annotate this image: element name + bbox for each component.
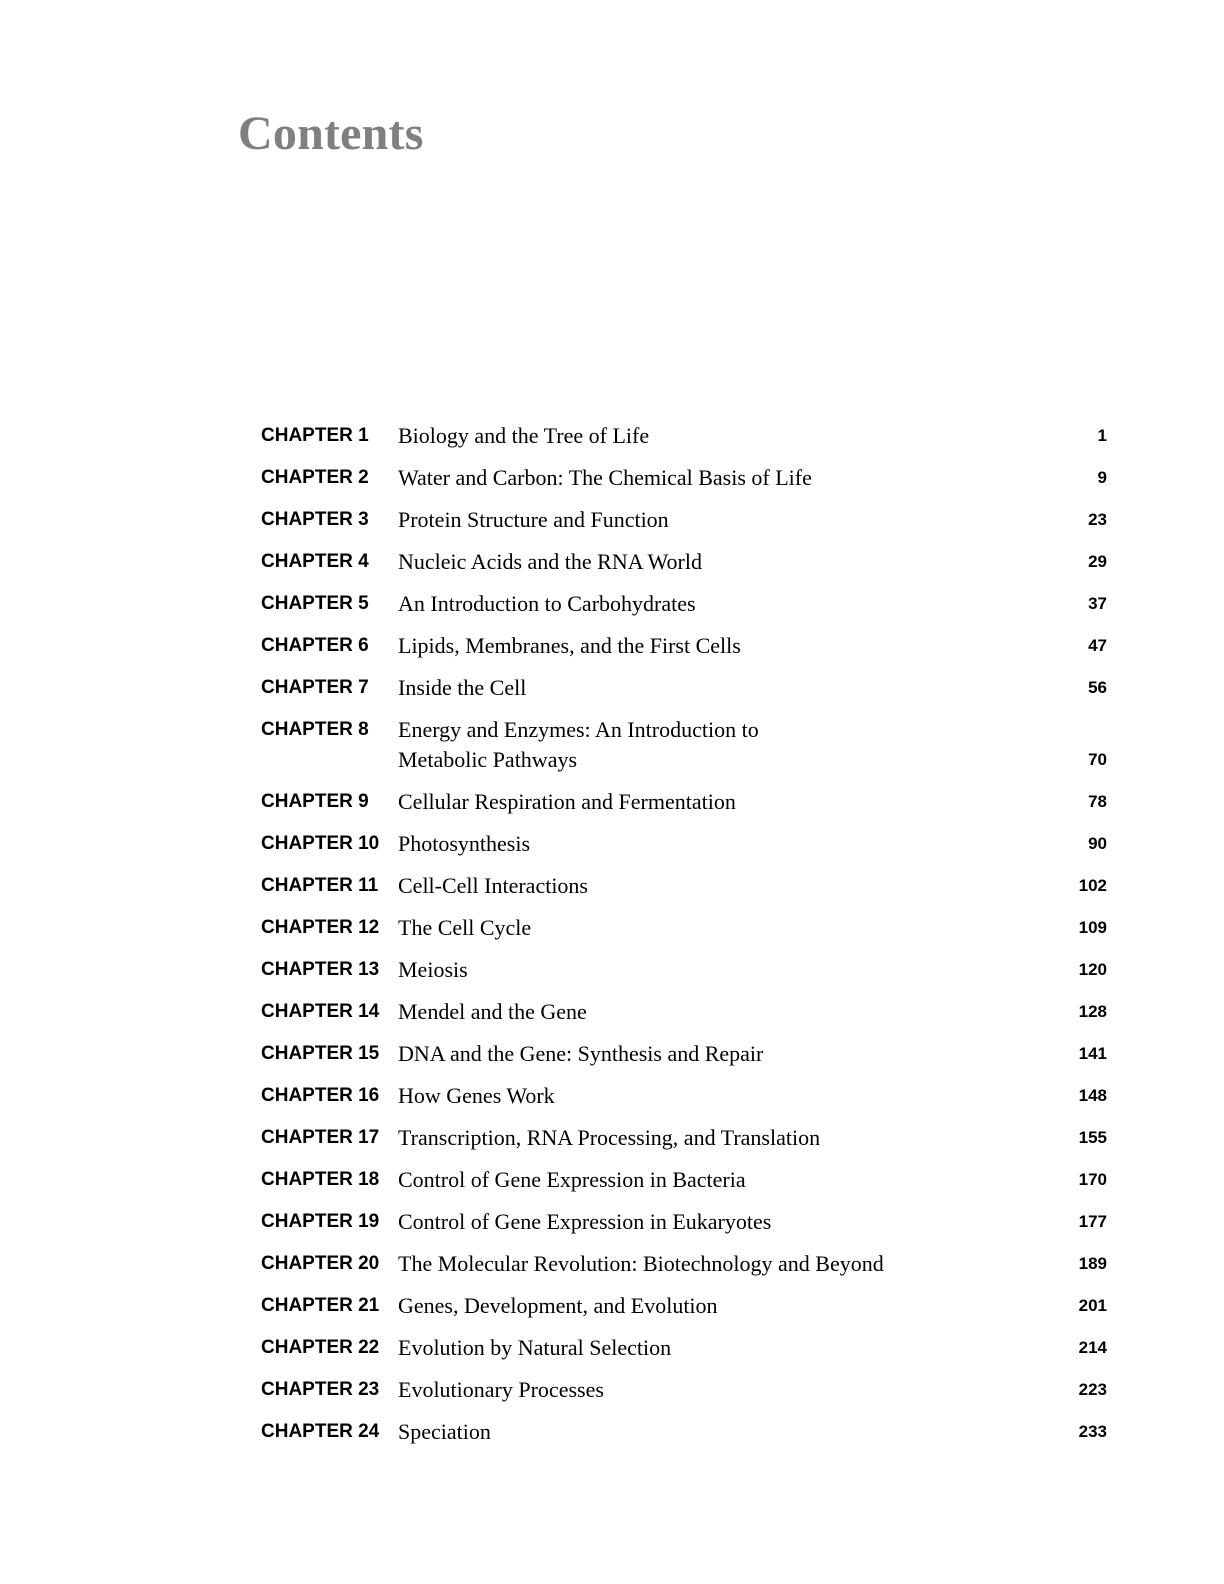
chapter-title-line: Mendel and the Gene bbox=[398, 999, 587, 1024]
chapter-title-line: Nucleic Acids and the RNA World bbox=[398, 549, 702, 574]
chapter-title bbox=[398, 589, 1047, 619]
chapter-title bbox=[398, 547, 1047, 577]
chapter-label: CHAPTER 9 bbox=[261, 791, 369, 812]
toc-entry bbox=[261, 631, 1107, 661]
chapter-label: CHAPTER 12 bbox=[261, 917, 380, 938]
toc-entry bbox=[261, 589, 1107, 619]
page-number: 233 bbox=[1078, 1422, 1107, 1441]
toc-entry bbox=[261, 1165, 1107, 1195]
chapter-label: CHAPTER 2 bbox=[261, 467, 369, 488]
chapter-label: CHAPTER 4 bbox=[261, 551, 369, 572]
chapter-title-line: An Introduction to Carbohydrates bbox=[398, 591, 696, 616]
page-number: 37 bbox=[1088, 594, 1107, 613]
toc-entry bbox=[261, 1207, 1107, 1237]
page-number: 29 bbox=[1088, 552, 1107, 571]
chapter-label: CHAPTER 22 bbox=[261, 1337, 380, 1358]
chapter-title bbox=[398, 955, 1047, 985]
page-number: 78 bbox=[1088, 792, 1107, 811]
chapter-label: CHAPTER 14 bbox=[261, 1001, 380, 1022]
page-number: 102 bbox=[1078, 876, 1107, 895]
chapter-title-line: Genes, Development, and Evolution bbox=[398, 1293, 718, 1318]
page-number: 70 bbox=[1088, 750, 1107, 769]
page-number: 1 bbox=[1097, 426, 1107, 445]
chapter-label: CHAPTER 20 bbox=[261, 1253, 380, 1274]
toc-entry bbox=[261, 913, 1107, 943]
chapter-title bbox=[398, 787, 1047, 817]
chapter-label: CHAPTER 16 bbox=[261, 1085, 380, 1106]
chapter-title-line: Biology and the Tree of Life bbox=[398, 423, 650, 448]
chapter-title-line: The Molecular Revolution: Biotechnology and Beyond bbox=[398, 1251, 884, 1276]
page-number: 148 bbox=[1078, 1086, 1107, 1105]
chapter-title-line: DNA and the Gene: Synthesis and Repair bbox=[398, 1041, 764, 1066]
chapter-label: CHAPTER 1 bbox=[261, 425, 369, 446]
page-number: 47 bbox=[1088, 636, 1107, 655]
chapter-title-line: The Cell Cycle bbox=[398, 915, 532, 940]
chapter-title bbox=[398, 463, 1047, 493]
chapter-title bbox=[398, 421, 1047, 451]
toc-entry bbox=[261, 955, 1107, 985]
chapter-title bbox=[398, 631, 1047, 661]
chapter-title bbox=[398, 1375, 1047, 1405]
page-number: 141 bbox=[1078, 1044, 1107, 1063]
chapter-title bbox=[398, 1207, 1047, 1237]
chapter-title-line: Transcription, RNA Processing, and Translation bbox=[398, 1125, 821, 1150]
chapter-title bbox=[398, 1333, 1047, 1363]
page-number: 128 bbox=[1078, 1002, 1107, 1021]
page-number: 90 bbox=[1088, 834, 1107, 853]
chapter-title bbox=[398, 913, 1047, 943]
toc-entry bbox=[261, 1417, 1107, 1447]
chapter-title bbox=[398, 1417, 1047, 1447]
chapter-title-line: Control of Gene Expression in Eukaryotes bbox=[398, 1209, 772, 1234]
chapter-title-line: Photosynthesis bbox=[398, 831, 531, 856]
chapter-title-line: Cell-Cell Interactions bbox=[398, 873, 588, 898]
toc-entry bbox=[261, 1249, 1107, 1279]
chapter-title-line: Lipids, Membranes, and the First Cells bbox=[398, 633, 741, 658]
chapter-title bbox=[398, 715, 1047, 775]
chapter-label: CHAPTER 24 bbox=[261, 1421, 380, 1442]
page-title: Contents bbox=[238, 107, 424, 160]
toc-entry bbox=[261, 829, 1107, 859]
chapter-title bbox=[398, 1081, 1047, 1111]
toc-entry bbox=[261, 1291, 1107, 1321]
toc-entry bbox=[261, 1123, 1107, 1153]
chapter-title bbox=[398, 997, 1047, 1027]
chapter-title-line: Inside the Cell bbox=[398, 675, 527, 700]
toc-entry bbox=[261, 1333, 1107, 1363]
toc-entry bbox=[261, 997, 1107, 1027]
chapter-title-line: Cellular Respiration and Fermentation bbox=[398, 789, 736, 814]
page-number: 177 bbox=[1078, 1212, 1107, 1231]
toc-entry bbox=[261, 787, 1107, 817]
page-number: 189 bbox=[1078, 1254, 1107, 1273]
page-number: 170 bbox=[1078, 1170, 1107, 1189]
chapter-title-line: How Genes Work bbox=[398, 1083, 555, 1108]
page-number: 120 bbox=[1078, 960, 1107, 979]
chapter-title bbox=[398, 829, 1047, 859]
page-number: 56 bbox=[1088, 678, 1107, 697]
chapter-title bbox=[398, 1123, 1047, 1153]
chapter-title bbox=[398, 1165, 1047, 1195]
chapter-title-line: Speciation bbox=[398, 1419, 491, 1444]
toc-entry bbox=[261, 463, 1107, 493]
page-number: 155 bbox=[1078, 1128, 1107, 1147]
chapter-title-line: Control of Gene Expression in Bacteria bbox=[398, 1167, 746, 1192]
chapter-label: CHAPTER 8 bbox=[261, 719, 369, 740]
chapter-title-line: Water and Carbon: The Chemical Basis of Life bbox=[398, 465, 812, 490]
toc-entry bbox=[261, 673, 1107, 703]
table-of-contents bbox=[261, 421, 1107, 1459]
chapter-title-line: Meiosis bbox=[398, 957, 468, 982]
chapter-label: CHAPTER 6 bbox=[261, 635, 369, 656]
chapter-label: CHAPTER 15 bbox=[261, 1043, 380, 1064]
toc-entry bbox=[261, 1081, 1107, 1111]
toc-entry bbox=[261, 1039, 1107, 1069]
chapter-title bbox=[398, 871, 1047, 901]
page-number: 201 bbox=[1078, 1296, 1107, 1315]
chapter-label: CHAPTER 5 bbox=[261, 593, 369, 614]
chapter-label: CHAPTER 21 bbox=[261, 1295, 380, 1316]
chapter-title-line: Evolutionary Processes bbox=[398, 1377, 604, 1402]
toc-entry bbox=[261, 715, 1107, 775]
chapter-label: CHAPTER 23 bbox=[261, 1379, 380, 1400]
chapter-label: CHAPTER 19 bbox=[261, 1211, 380, 1232]
chapter-label: CHAPTER 10 bbox=[261, 833, 380, 854]
chapter-title-line: Metabolic Pathways bbox=[398, 747, 578, 772]
page-number: 223 bbox=[1078, 1380, 1107, 1399]
chapter-label: CHAPTER 7 bbox=[261, 677, 369, 698]
chapter-label: CHAPTER 13 bbox=[261, 959, 380, 980]
page-number: 23 bbox=[1088, 510, 1107, 529]
chapter-title bbox=[398, 1039, 1047, 1069]
toc-entry bbox=[261, 547, 1107, 577]
chapter-label: CHAPTER 17 bbox=[261, 1127, 380, 1148]
chapter-label: CHAPTER 11 bbox=[261, 875, 379, 896]
chapter-title bbox=[398, 673, 1047, 703]
toc-entry bbox=[261, 421, 1107, 451]
toc-entry bbox=[261, 505, 1107, 535]
chapter-title bbox=[398, 1249, 1047, 1279]
chapter-title-line: Protein Structure and Function bbox=[398, 507, 669, 532]
toc-entry bbox=[261, 871, 1107, 901]
chapter-title-line: Evolution by Natural Selection bbox=[398, 1335, 672, 1360]
chapter-title bbox=[398, 505, 1047, 535]
page-number: 214 bbox=[1078, 1338, 1107, 1357]
chapter-title-line: Energy and Enzymes: An Introduction to bbox=[398, 717, 759, 742]
chapter-label: CHAPTER 18 bbox=[261, 1169, 380, 1190]
chapter-label: CHAPTER 3 bbox=[261, 509, 369, 530]
page-number: 109 bbox=[1078, 918, 1107, 937]
toc-entry bbox=[261, 1375, 1107, 1405]
chapter-title bbox=[398, 1291, 1047, 1321]
page-number: 9 bbox=[1097, 468, 1107, 487]
